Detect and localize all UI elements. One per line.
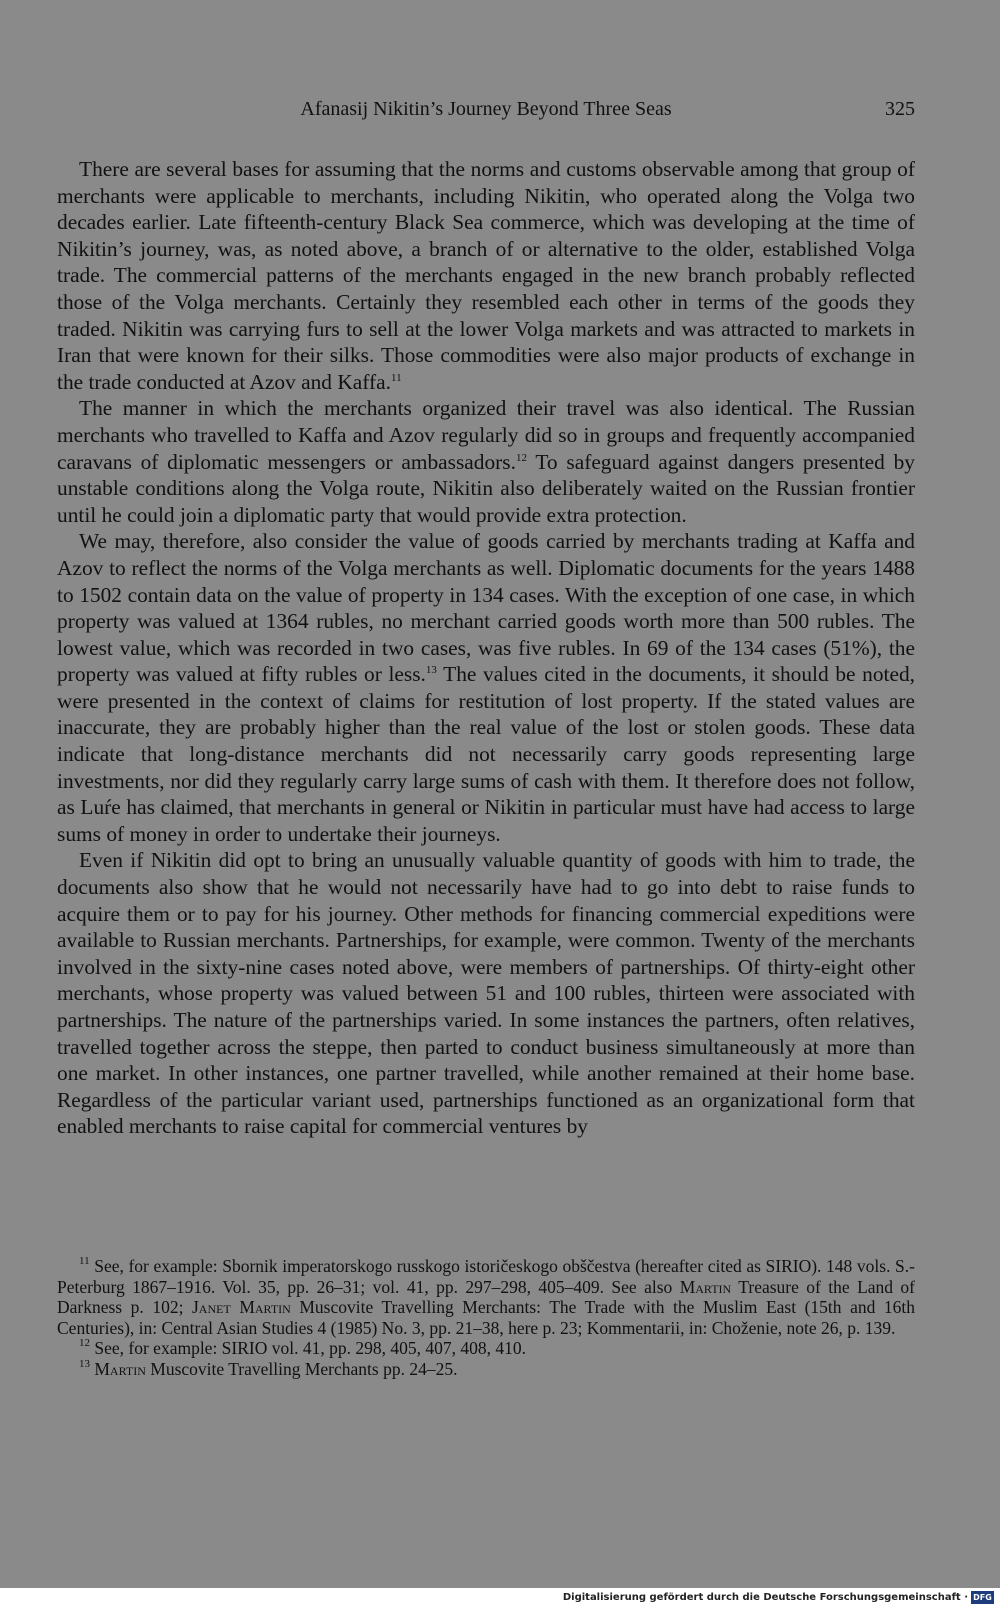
paragraph-2 bbox=[57, 395, 915, 528]
footnotes bbox=[57, 1256, 915, 1379]
dfg-logo: DFG bbox=[971, 1591, 994, 1604]
author-name: Martin bbox=[94, 1358, 146, 1379]
paragraph-3 bbox=[57, 528, 915, 847]
text-run: Muscovite Travelling Merchants pp. 24–25. bbox=[145, 1358, 458, 1379]
text-run: See, for example: Sbornik imperatorskogo russkogo istoričeskogo obščestva (hereafter cited as SIRIO). 148 vols. S.-Peterburg 1867–1916. Vol. 35, pp. 26–31; vol. 41, pp. 297–298, 405–409. See also bbox=[57, 1256, 915, 1297]
text-run: To safeguard against dangers presented by unstable conditions along the Volga route, Nikitin also deliberately waited on the Russian frontier until he could join a diplomatic party that would provide extra protection. bbox=[57, 449, 915, 527]
footnote-marker: 11 bbox=[79, 1255, 90, 1267]
footnote-marker: 12 bbox=[79, 1337, 90, 1349]
text-run: There are several bases for assuming that the norms and customs observable among that group of merchants were applicable to merchants, including Nikitin, who operated along the Volga two decades earlier. Late fifteenth-century Black Sea commerce, which was developing at the time of Nikitin’s journey, was, as noted above, a branch of or alternative to the older, established Volga trade. The commercial patterns of the merchants engaged in the new branch probably reflected those of the Volga merchants. Certainly they resembled each other in terms of the goods they traded. Nikitin was carrying furs to sell at the lower Volga markets and was attracted to markets in Iran that were known for their silks. Those commodities were also major products of exchange in the trade conducted at Azov and Kaffa. bbox=[57, 157, 915, 394]
footnote-marker: 13 bbox=[79, 1357, 90, 1370]
text-run: The manner in which the merchants organized their travel was also identical. The Russian merchants who travelled to Kaffa and Azov regularly did so in groups and frequently accompanied caravans of diplomatic messengers or ambassadors. bbox=[57, 396, 915, 474]
paragraph-4 bbox=[57, 847, 915, 1140]
text-run: Treasure of the Land of Darkness p. 102; bbox=[57, 1276, 916, 1317]
page-number: 325 bbox=[885, 98, 915, 120]
text-run: See, for example: SIRIO vol. 41, pp. 298, 405, 407, 408, 410. bbox=[90, 1338, 526, 1358]
footnote-marker: 13 bbox=[425, 664, 437, 677]
text-run: Muscovite Travelling Merchants: The Trade with the Muslim East (15th and 16th Centuries), in: Central Asian Studies 4 (1985) No. 3, pp. 21–38, here p. 23; Kommentarii, in: Choženie, note 26, p. 139. bbox=[57, 1297, 916, 1338]
footnote-11 bbox=[57, 1256, 915, 1338]
running-title: Afanasij Nikitin’s Journey Beyond Three Seas bbox=[300, 98, 672, 120]
dfg-credit-text: Digitalisierung gefördert durch die Deutsche Forschungsgemeinschaft · bbox=[562, 1592, 968, 1603]
author-name: Janet Martin bbox=[191, 1297, 291, 1317]
footnote-marker: 12 bbox=[515, 451, 527, 464]
running-header bbox=[57, 98, 915, 128]
footnote-12 bbox=[57, 1338, 915, 1359]
body-text bbox=[57, 156, 915, 1140]
author-name: Martin bbox=[679, 1276, 732, 1297]
footnote-13 bbox=[57, 1359, 915, 1380]
paragraph-1 bbox=[57, 156, 915, 395]
text-run: Even if Nikitin did opt to bring an unusually valuable quantity of goods with him to trade, the documents also show that he would not necessarily have had to go into debt to raise funds to acquire them or to pay for his journey. Other methods for financing commercial expeditions were available to Russian merchants. Partnerships, for example, were common. Twenty of the merchants involved in the sixty-nine cases noted above, were members of partnerships. Of thirty-eight other merchants, whose property was valued between 51 and 100 rubles, thirteen were associated with partnerships. The nature of the partnerships varied. In some instances the partners, often relatives, travelled together across the steppe, then parted to conduct business simultaneously at more than one market. In other instances, one partner travelled, while another remained at their home base. Regardless of the particular variant used, partnerships functioned as an organizational form that enabled merchants to raise capital for commercial ventures by bbox=[57, 848, 915, 1139]
text-run: The values cited in the documents, it should be noted, were presented in the context of claims for restitution of lost property. If the stated values are inaccurate, they are probably higher than the real value of the lost or stolen goods. These data indicate that long-distance merchants did not necessarily carry goods representing large investments, nor did they regularly carry large sums of cash with them. It therefore does not follow, as Luŕe has claimed, that merchants in general or Nikitin in particular must have had access to large sums of money in order to undertake their journeys. bbox=[57, 662, 915, 846]
footnote-marker: 11 bbox=[391, 371, 402, 384]
text-run: We may, therefore, also consider the value of goods carried by merchants trading at Kaffa and Azov to reflect the norms of the Volga merchants as well. Diplomatic documents for the years 1488 to 1502 contain data on the value of property in 134 cases. With the exception of one case, in which property was valued at 1364 rubles, no merchant carried goods worth more than 500 rubles. The lowest value, which was recorded in two cases, was five rubles. In 69 of the 134 cases (51%), the property was valued at fifty rubles or less. bbox=[57, 529, 915, 687]
